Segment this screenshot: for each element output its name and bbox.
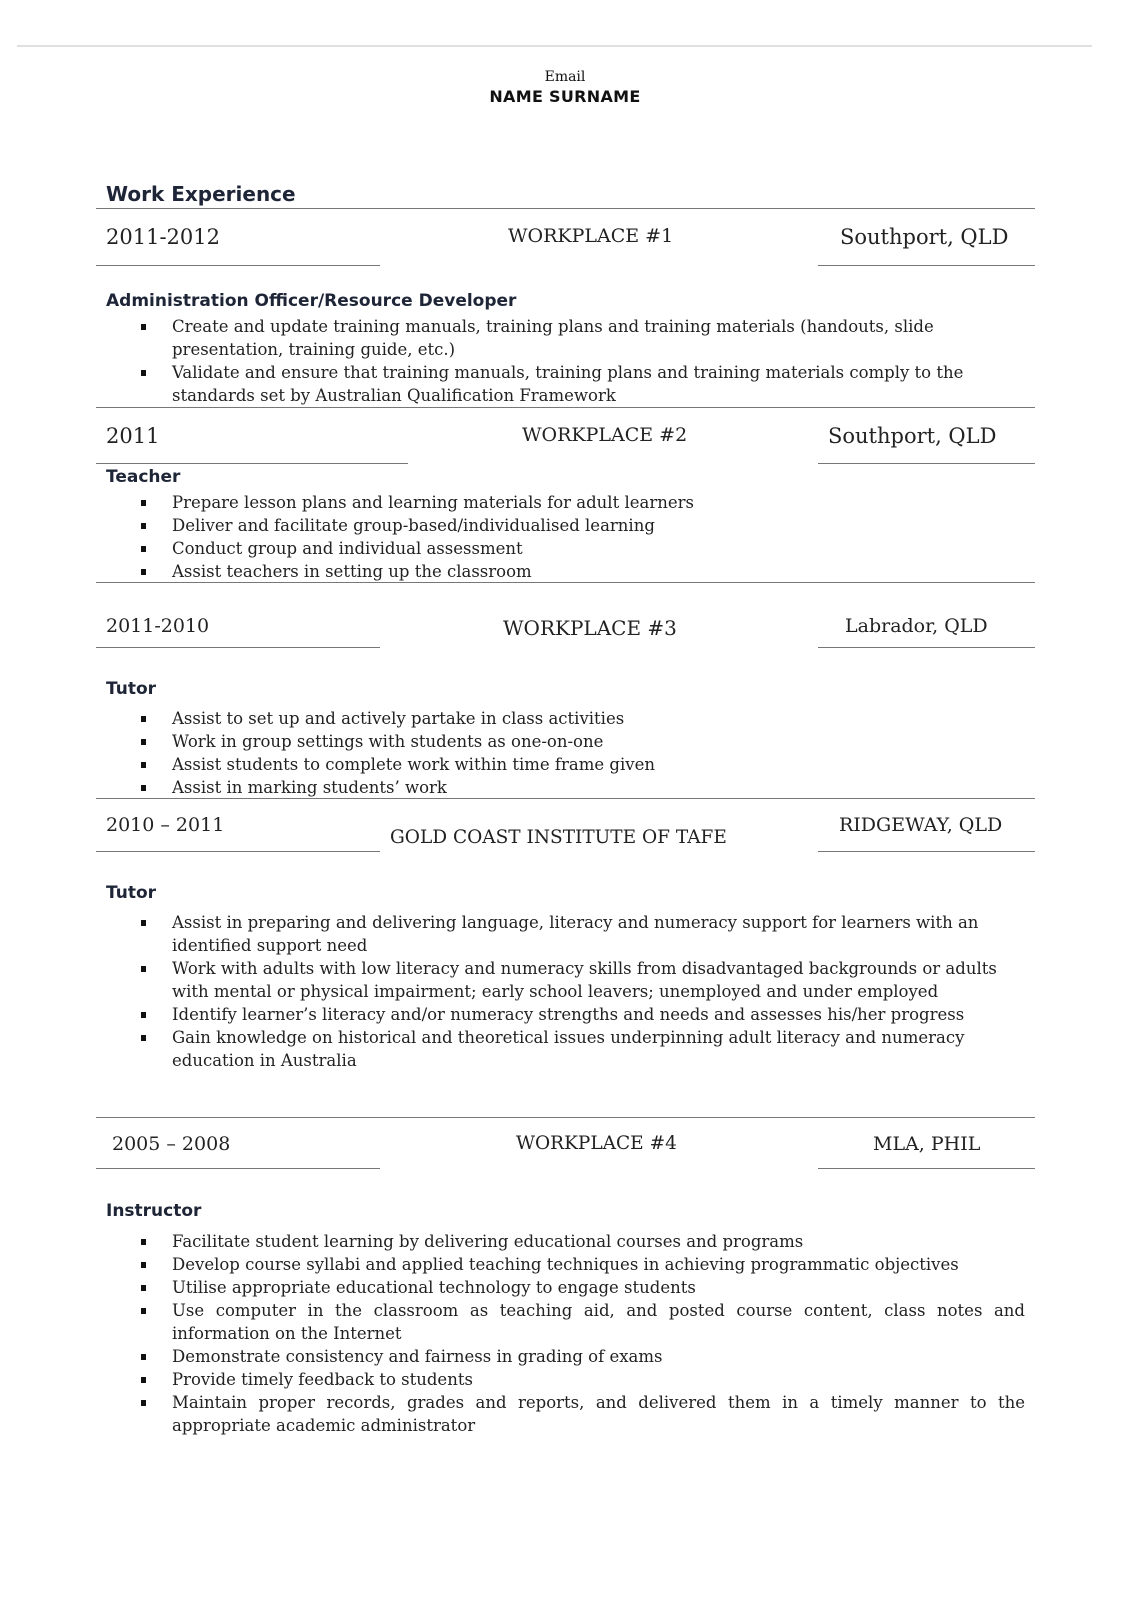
duty-item: Identify learner’s literacy and/or numeracy strengths and needs and assesses his/her progress [140, 1003, 1020, 1026]
job-workplace: GOLD COAST INSTITUTE OF TAFE [390, 827, 727, 848]
location-underline [818, 1168, 1035, 1169]
section-title-work-experience: Work Experience [106, 182, 296, 206]
duty-item: Maintain proper records, grades and reports, and delivered them in a timely manner to the appropriate academic administrator [140, 1391, 1025, 1437]
section-divider [96, 208, 1035, 209]
dates-underline [96, 1168, 380, 1169]
location-underline [818, 647, 1035, 648]
location-underline [818, 851, 1035, 852]
job-duties [140, 707, 1025, 799]
duty-item: Provide timely feedback to students [140, 1368, 1025, 1391]
location-underline [818, 463, 1035, 464]
job-workplace: WORKPLACE #3 [503, 616, 677, 640]
duty-item: Assist students to complete work within time frame given [140, 753, 1025, 776]
job-location: Southport, QLD [828, 424, 997, 448]
job-divider [96, 407, 1035, 408]
duty-item: Prepare lesson plans and learning materials for adult learners [140, 491, 1025, 514]
job-workplace: WORKPLACE #1 [508, 225, 674, 247]
location-underline [818, 265, 1035, 266]
job-duties [140, 1230, 1025, 1437]
job-role: Teacher [106, 467, 181, 487]
duty-item: Assist in preparing and delivering language, literacy and numeracy support for learners with an identified support need [140, 911, 1020, 957]
dates-underline [96, 265, 380, 266]
candidate-name: NAME SURNAME [489, 87, 641, 106]
duty-item: Assist in marking students’ work [140, 776, 1025, 799]
duty-item: Validate and ensure that training manuals, training plans and training materials comply to the standards set by Australian Qualification Framework [140, 361, 1025, 407]
dates-underline [96, 463, 408, 464]
job-divider [96, 798, 1035, 799]
duty-item: Deliver and facilitate group-based/individualised learning [140, 514, 1025, 537]
duty-item: Gain knowledge on historical and theoretical issues underpinning adult literacy and numeracy education in Australia [140, 1026, 1020, 1072]
job-location: MLA, PHIL [873, 1133, 981, 1155]
duty-item: Utilise appropriate educational technology to engage students [140, 1276, 1025, 1299]
job-location: RIDGEWAY, QLD [839, 814, 1003, 836]
email-label: Email [544, 69, 586, 85]
duty-item: Facilitate student learning by delivering educational courses and programs [140, 1230, 1025, 1253]
job-dates: 2011-2012 [106, 225, 220, 249]
job-dates: 2011 [106, 424, 160, 448]
job-role: Tutor [106, 883, 157, 903]
job-dates: 2005 – 2008 [112, 1133, 231, 1155]
duty-item: Develop course syllabi and applied teaching techniques in achieving programmatic objectives [140, 1253, 1025, 1276]
job-workplace: WORKPLACE #4 [516, 1133, 677, 1154]
page-top-divider [17, 45, 1092, 47]
job-workplace: WORKPLACE #2 [522, 424, 688, 446]
job-duties [140, 491, 1025, 583]
job-duties [140, 315, 1025, 407]
job-role: Administration Officer/Resource Developer [106, 291, 517, 311]
job-divider [96, 1117, 1035, 1118]
job-role: Tutor [106, 679, 157, 699]
job-role: Instructor [106, 1201, 202, 1221]
job-dates: 2011-2010 [106, 615, 210, 637]
duty-item: Assist to set up and actively partake in class activities [140, 707, 1025, 730]
duty-item: Work with adults with low literacy and numeracy skills from disadvantaged backgrounds or adults with mental or physical impairment; early school leavers; unemployed and under employed [140, 957, 1020, 1003]
dates-underline [96, 851, 380, 852]
job-dates: 2010 – 2011 [106, 814, 225, 836]
duty-item: Work in group settings with students as one-on-one [140, 730, 1025, 753]
resume-header [0, 68, 1130, 108]
duty-item: Demonstrate consistency and fairness in grading of exams [140, 1345, 1025, 1368]
dates-underline [96, 647, 380, 648]
job-duties [140, 911, 1020, 1072]
duty-item: Conduct group and individual assessment [140, 537, 1025, 560]
duty-item: Assist teachers in setting up the classroom [140, 560, 1025, 583]
duty-item: Use computer in the classroom as teaching aid, and posted course content, class notes and information on the Internet [140, 1299, 1025, 1345]
duty-item: Create and update training manuals, training plans and training materials (handouts, slide presentation, training guide, etc.) [140, 315, 1025, 361]
job-location: Labrador, QLD [845, 615, 988, 637]
job-location: Southport, QLD [840, 225, 1009, 249]
job-divider [96, 582, 1035, 583]
